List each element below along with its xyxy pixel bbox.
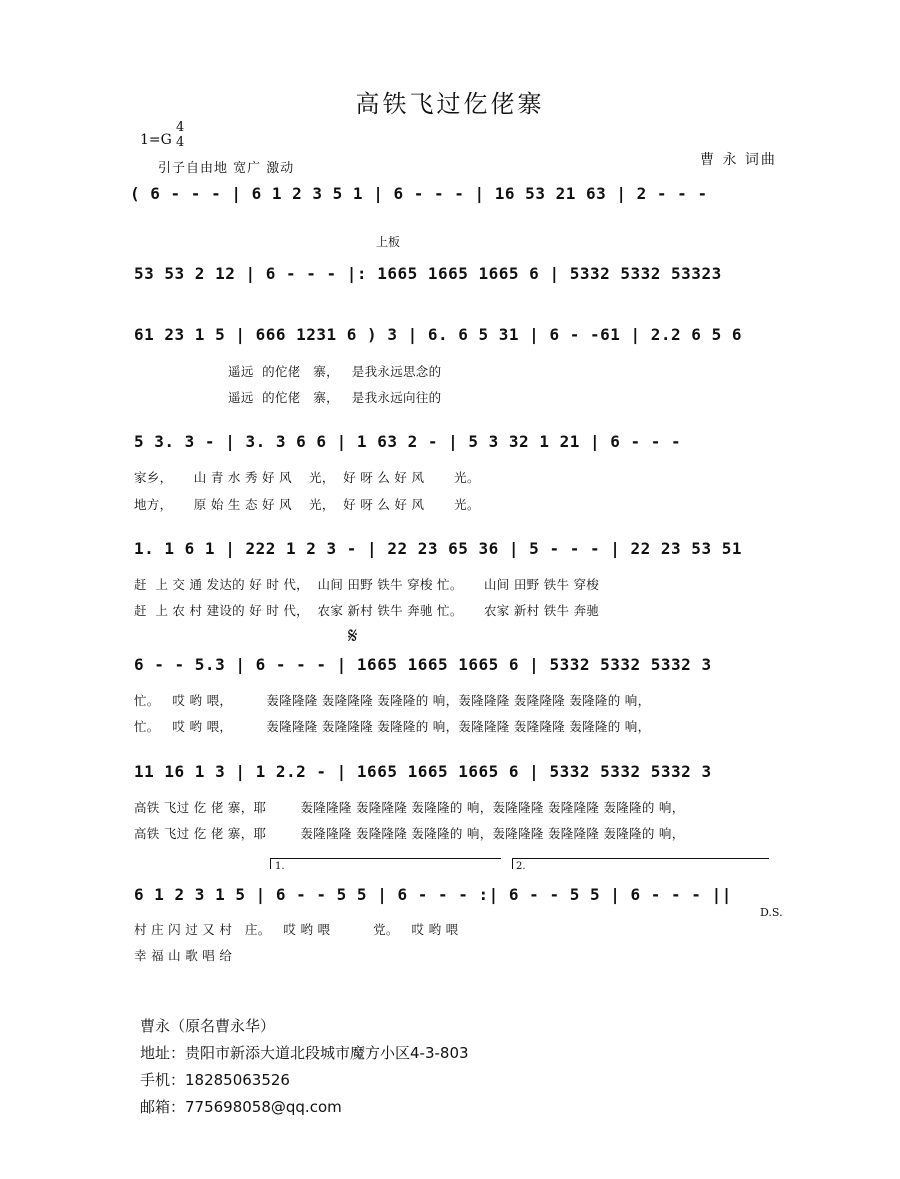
contact-email: 邮箱：775698058@qq.com [140,1098,342,1116]
notes-row-3: 61 23 1 5 | 666 1231 6 ) 3 | 6. 6 5 31 | 6 - -61 | 2.2 6 5 6 [134,325,742,344]
lyric-row-8-verse-1: 村 庄 闪 过 又 村 庄。 哎 哟 喂 党。 哎 哟 喂 [134,922,459,937]
lyric-row-3-verse-2: 遥远 的佗佬 寨， 是我永远向往的 [134,390,442,405]
lyric-row-5-verse-2: 赶 上 农 村 建设的 好 时 代， 农家 新村 铁牛 奔驰 忙。 农家 新村 铁牛 奔驰 [134,603,600,618]
lyric-row-4-verse-1: 家乡， 山 青 水 秀 好 风 光， 好 呀 么 好 风 光。 [134,470,480,485]
notation-row-1 [0,182,900,208]
song-title: 高铁飞过仡佬寨 [355,90,545,118]
lyric-row-8-verse-2: 幸 福 山 歌 唱 给 [134,948,233,963]
notation-row-6 [0,653,900,679]
contact-phone: 手机：18285063526 [140,1071,290,1089]
segno-icon: 𝄋 [348,624,358,649]
author-credit: 曹 永 词曲 [700,152,777,168]
contact-name: 曹永（原名曹永华） [140,1017,276,1035]
notes-row-5: 1. 1 6 1 | 222 1 2 3 - | 22 23 65 36 | 5 - - - | 22 23 53 51 [134,539,742,558]
notation-row-2 [0,262,900,288]
volta-number-2: 2. [516,861,526,872]
volta-bracket-1 [270,858,501,869]
tempo-mark: 上板 [376,235,401,249]
dal-segno-mark: D.S. [760,906,783,919]
notes-row-7: 11 16 1 3 | 1 2.2 - | 1665 1665 1665 6 | 5332 5332 5332 3 [134,762,712,781]
lyric-row-7-verse-2: 高铁 飞过 仡 佬 寨，耶 轰隆隆隆 轰隆隆隆 轰隆隆的 响，轰隆隆隆 轰隆隆隆 轰隆隆的 响， [134,826,685,841]
volta-bracket-2 [512,858,769,869]
notes-row-1: ( 6 - - - | 6 1 2 3 5 1 | 6 - - - | 16 53 21 63 | 2 - - - [130,184,708,203]
notation-row-5 [0,537,900,563]
lyric-row-6-verse-1: 忙。 哎 哟 喂， 轰隆隆隆 轰隆隆隆 轰隆隆的 响，轰隆隆隆 轰隆隆隆 轰隆隆的 响， [134,693,651,708]
notation-row-4 [0,430,900,456]
notes-row-6: 6 - - 5.3 | 6 - - - | 1665 1665 1665 6 | 5332 5332 5332 3 [134,655,712,674]
lyric-row-5-verse-1: 赶 上 交 通 发达的 好 时 代， 山间 田野 铁牛 穿梭 忙。 山间 田野 铁牛 穿梭 [134,577,600,592]
notation-row-7 [0,760,900,786]
time-signature-bottom: 4 [176,135,185,150]
contact-address: 地址：贵阳市新添大道北段城市魔方小区4-3-803 [140,1044,469,1062]
time-signature [176,120,184,150]
lyric-row-3-verse-1: 遥远 的佗佬 寨， 是我永远思念的 [134,364,442,379]
notation-row-3 [0,323,900,349]
lyric-row-6-verse-2: 忙。 哎 哟 喂， 轰隆隆隆 轰隆隆隆 轰隆隆的 响，轰隆隆隆 轰隆隆隆 轰隆隆的 响， [134,719,651,734]
notes-row-4: 5 3. 3 - | 3. 3 6 6 | 1 63 2 - | 5 3 32 1 21 | 6 - - - [134,432,682,451]
time-signature-top: 4 [176,120,185,135]
volta-number-1: 1. [275,861,285,872]
intro-instruction: 引子自由地 宽广 激动 [158,161,295,176]
lyric-row-4-verse-2: 地方， 原 始 生 态 好 风 光， 好 呀 么 好 风 光。 [134,497,480,512]
notes-row-8: 6 1 2 3 1 5 | 6 - - 5 5 | 6 - - - :| 6 - - 5 5 | 6 - - - || [134,885,732,904]
notes-row-2: 53 53 2 12 | 6 - - - |: 1665 1665 1665 6 | 5332 5332 53323 [134,264,722,283]
lyric-row-7-verse-1: 高铁 飞过 仡 佬 寨，耶 轰隆隆隆 轰隆隆隆 轰隆隆的 响，轰隆隆隆 轰隆隆隆 轰隆隆的 响， [134,800,685,815]
key-signature: 1=G [140,132,172,148]
